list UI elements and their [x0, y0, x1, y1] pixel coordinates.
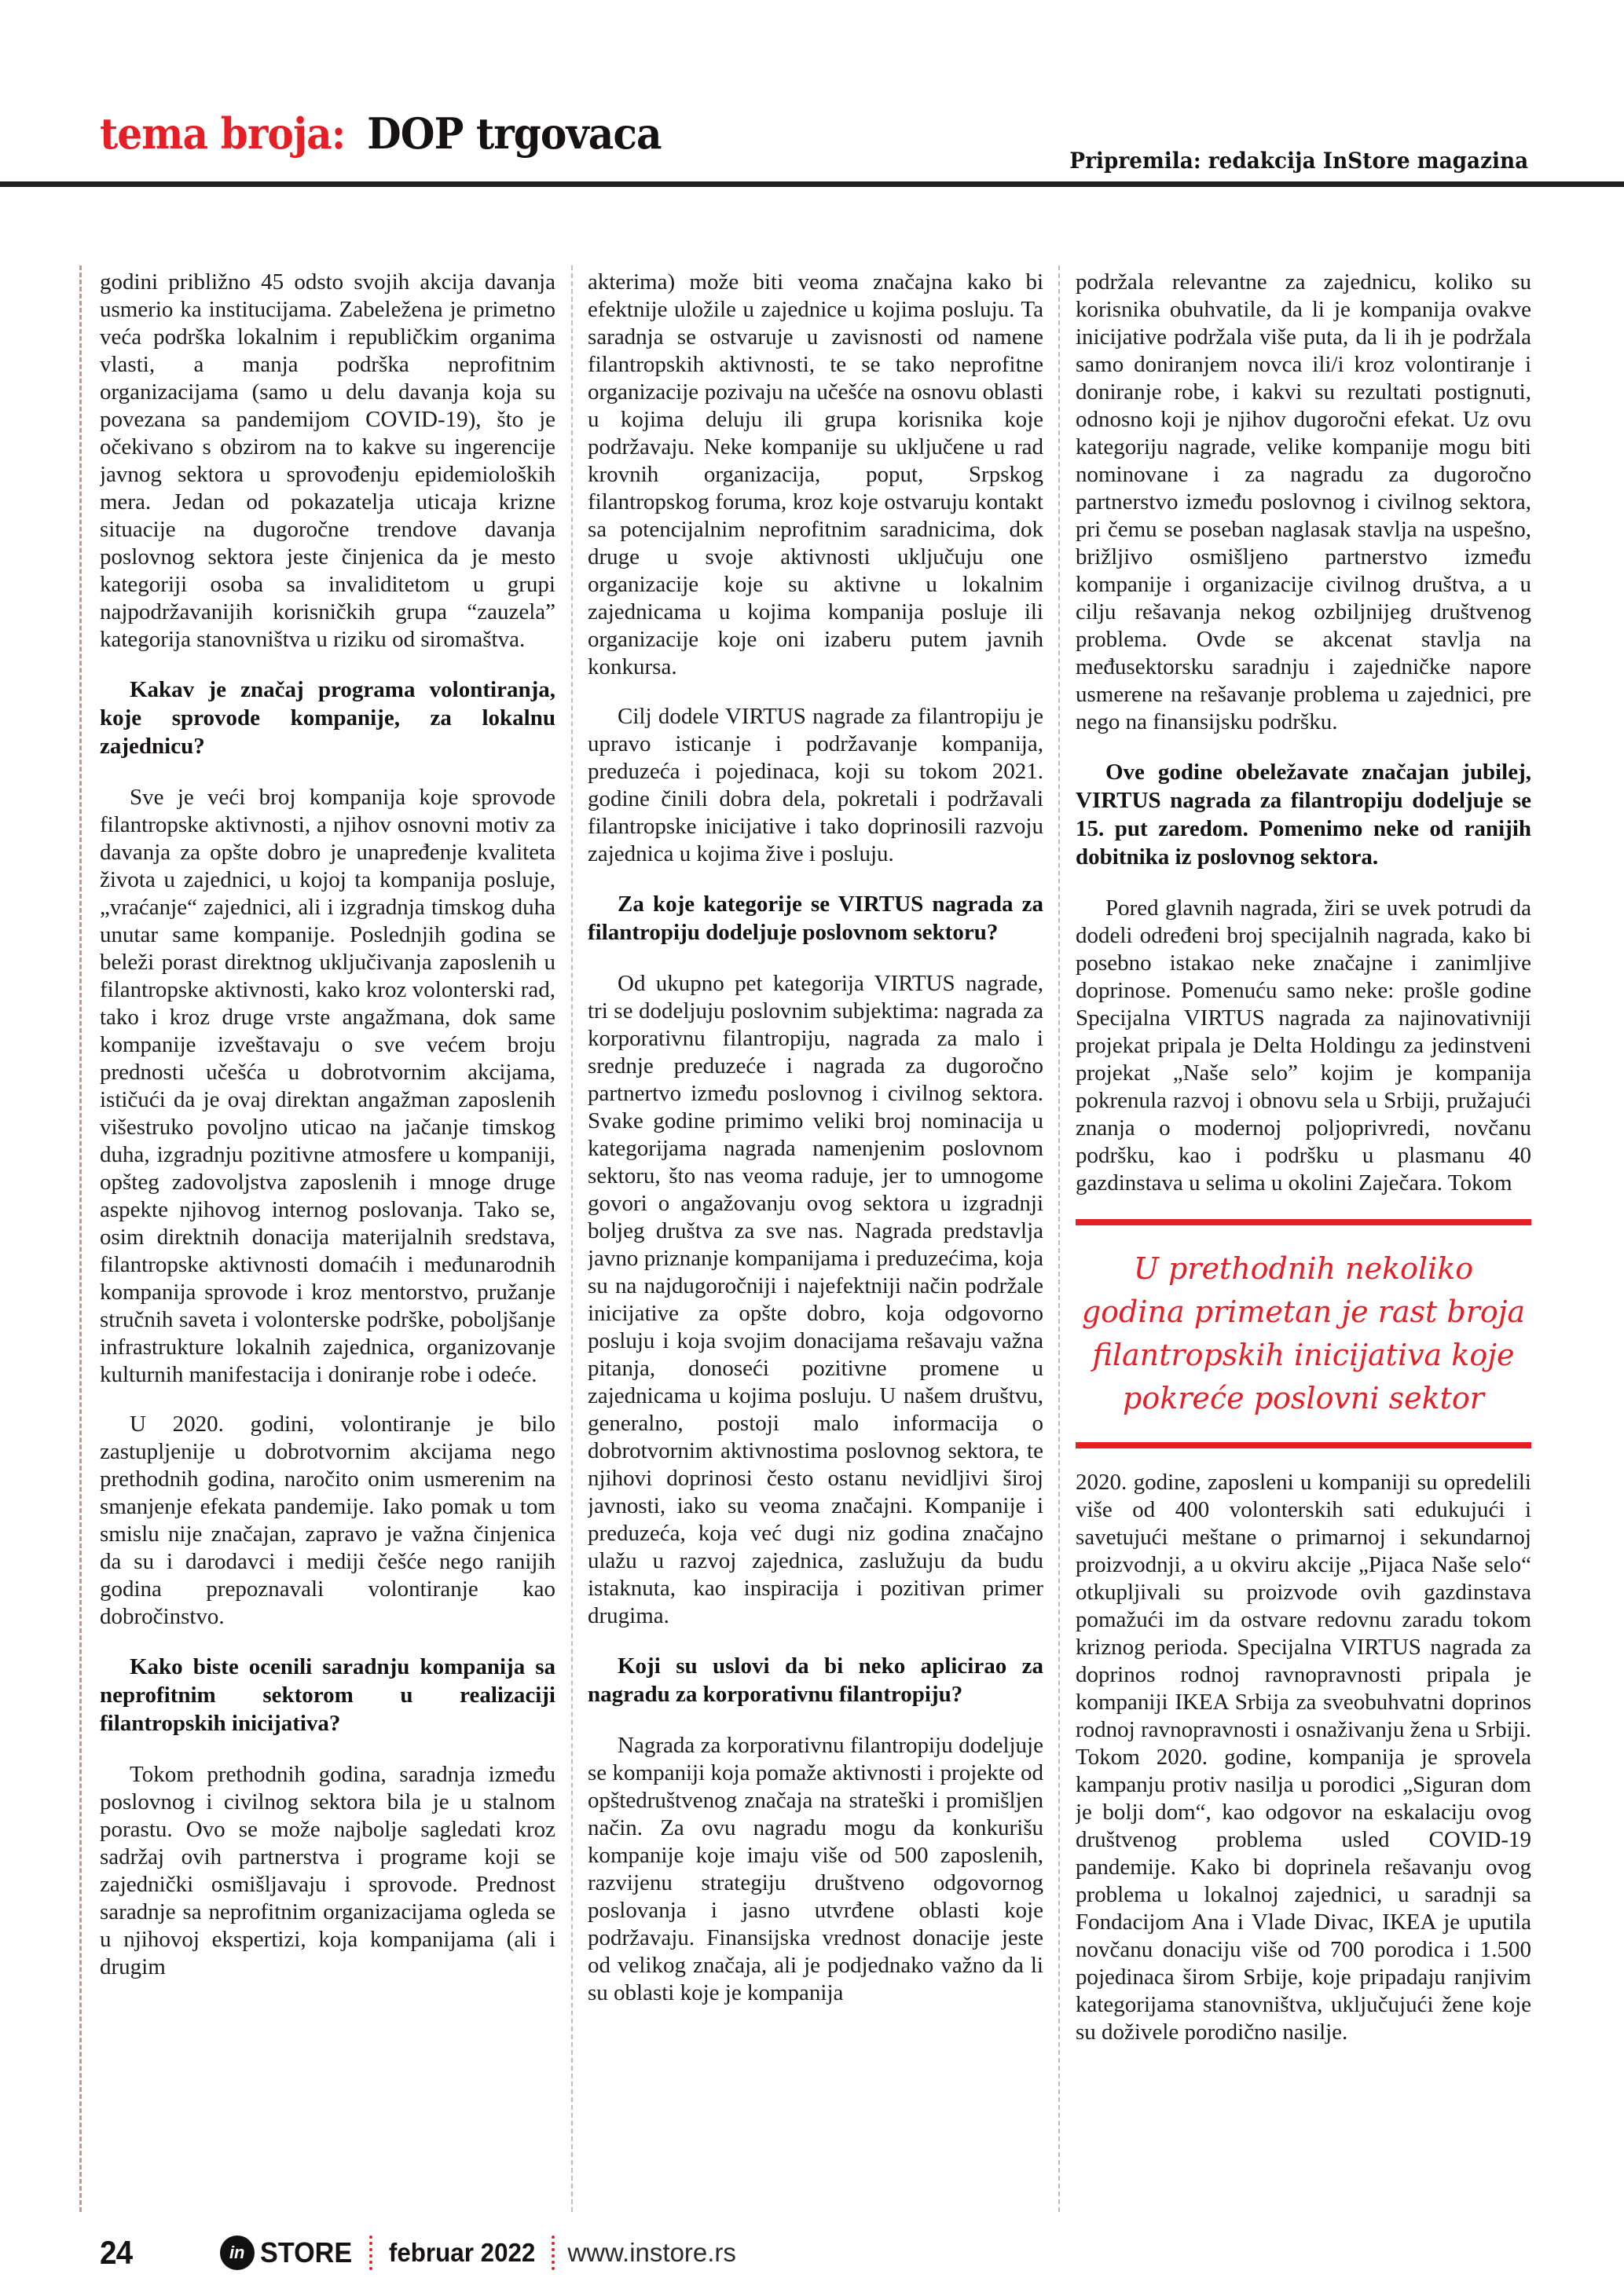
- paragraph: U 2020. godini, volontiranje je bilo zastupljenije u dobrotvornim akcijama nego prethodnih godina, naročito onim usmerenim na smanjenje efekata pandemije. Iako pomak u tom smislu nije značajan, zapravo je važna činjenica da su i darodavci i mediji češće nego ranijih godina prepoznavali volontiranje kao dobročinstvo.: [100, 1412, 555, 1629]
- article-column-2: [588, 269, 1043, 2215]
- paragraph: Nagrada za korporativnu filantropiju dodeljuje se kompaniji koja pomaže aktivnosti i projekte od opštedruštvenog značaja na strateški i promišljen način. Za ovu nagradu mogu da konkurišu kompanije koje imaju više od 500 zaposlenih, razvijenu strategiju društveno odgovornog poslovanja i jasno utvrđene oblasti koje podržavaju. Finansijska vrednost donacije jeste od velikog značaja, ali je podjednako važno da li su oblasti koje je kompanija: [588, 1733, 1043, 2005]
- paragraph: Tokom prethodnih godina, saradnja između poslovnog i civilnog sektora bila je u stalnom porastu. Ovo se može najbolje sagledati kroz sadržaj ovih partnerstva i programe koji se zajednički osmišljavaju i sprovode. Prednost saradnje sa neprofitnim organizacijama ogleda se u njihovoj ekspertizi, koja kompanijama (ali i drugim: [100, 1762, 555, 1979]
- paragraph: akterima) može biti veoma značajna kako bi efektnije uložile u zajednice u kojima posluju. Ta saradnja se ostvaruje u zavisnosti od namene filantropskih aktivnosti, te se tako neprofitne organizacije pozivaju na učešće na osnovu oblasti u kojima deluju ili grupa korisnika koje podržavaju. Neke kompanije su uključene u rad krovnih organizacija, poput, Srpskog filantropskog foruma, kroz koje ostvaruju kontakt sa potencijalnim neprofitnim saradnicima, dok druge u svoje aktivnosti uključuju one organizacije koje su aktivne u lokalnim zajednicama u kojima kompanija posluje ili organizacije koje oni izaberu putem javnih konkursa.: [588, 269, 1043, 679]
- header-rule: [0, 181, 1624, 187]
- instore-logo: [220, 2236, 357, 2270]
- section-heading: Koji su uslovi da bi neko aplicirao za nagradu za korporativnu filantropiju?: [588, 1653, 1043, 1707]
- paragraph: Sve je veći broj kompanija koje sprovode filantropske aktivnosti, a njihov osnovni motiv za davanja za opšte dobro je unapređenje kvaliteta života u zajednici, u kojoj ta kompanija posluje, „vraćanje“ zajednici, ali i izgradnja timskog duha unutar same kompanije. Poslednjih godina se beleži porast direktnog uključivanja zaposlenih u filantropske aktivnosti, kako kroz volonterski rad, tako i kroz druge vrste angažmana, dok same kompanije izveštavaju o sve većem broju prednosti učešća u dobrotvornim akcijama, ističući da je ovaj direktan angažman zaposlenih višestruko povoljno uticao na jačanje timskog duha, izgradnju pozitivne atmosfere u kompaniji, opšteg zadovoljstva zaposlenih i mnoge druge aspekte njihovog internog poslovanja. Tako se, osim direktnih donacija materijalnih sredstava, filantropske aktivnosti domaćih i međunarodnih kompanija sprovode i kroz mentorstvo, pružanje stručnih saveta i volonterske podrške, poboljšanje infrastrukture lokalnih zajednica, organizovanje kulturnih manifestacija i doniranje robe i odeće.: [100, 785, 555, 1387]
- kicker-topic: tema broja:: [100, 108, 346, 159]
- section-heading: Za koje kategorije se VIRTUS nagrada za filantropiju dodeljuje poslovnom sektoru?: [588, 892, 1043, 945]
- section-heading: Kakav je značaj programa volontiranja, koje sprovode kompanije, za lokalnu zajednicu?: [100, 677, 555, 759]
- instore-logo-icon: in: [220, 2236, 255, 2270]
- issue-date: februar 2022: [389, 2238, 536, 2267]
- footer-divider-icon: [369, 2236, 372, 2270]
- article-column-3: [1076, 269, 1531, 2215]
- paragraph: podržala relevantne za zajednicu, koliko su korisnika obuhvatile, da li je kompanija ovakve inicijative podržala više puta, da li ih je podržala samo doniranjem novca ili/i kroz volontiranje i doniranje robe, i kakvi su rezultati postignuti, odnosno koji je njihov dugoročni efekat. Uz ovu kategoriju nagrade, velike kompanije mogu biti nominovane i za nagradu za dugoročno partnerstvo između poslovnog i civilnog sektora, pri čemu se poseban naglasak stavlja na uspešno, brižljivo osmišljeno partnerstvo između kompanije i organizacije civilnog društva, a u cilju rešavanja nekog ozbiljnijeg društvenog problema. Ovde se akcenat stavlja na međusektorsku saradnju i zajedničke napore usmerene na rešavanje problema u zajednici, pre nego na finansijsku podršku.: [1076, 269, 1531, 734]
- section-heading: Ove godine obeležavate značajan jubilej, VIRTUS nagrada za filantropiju dodeljuje se 15. put zaredom. Pomenimo neke od ranijih dobitnika iz poslovnog sektora.: [1076, 760, 1531, 870]
- byline: Pripremila: redakcija InStore magazina: [1069, 148, 1528, 174]
- paragraph: godini približno 45 odsto svojih akcija davanja usmerio ka institucijama. Zabeležena je primetno veća podrška lokalnim i republičkim organima vlasti, a manja podrška neprofitnim organizacijama (samo u delu davanja koja su povezana sa pandemijom COVID-19), što je očekivano s obzirom na to kakve su ingerencije javnog sektora u sprovođenju epidemioloških mera. Jedan od pokazatelja uticaja krizne situacije na dugoročne trendove davanja poslovnog sektora jeste činjenica da je mesto kategoriji osoba sa invaliditetom u grupi najpodržavanijih korisničkih grupa “zauzela” kategorija stanovništva u riziku od siromaštva.: [100, 269, 555, 652]
- footer-divider-icon: [552, 2236, 555, 2270]
- page-number: 24: [100, 2234, 133, 2271]
- instore-logo-text: STORE: [259, 2236, 352, 2269]
- article-column-1: [100, 269, 555, 2215]
- pull-quote: U prethodnih nekoliko godina primetan je rast broja filantropskih inicijativa koje pokreće poslovni sektor: [1076, 1219, 1531, 1448]
- paragraph: 2020. godine, zaposleni u kompaniji su opredelili više od 400 volonterskih sati edukujući i savetujući meštane o primarnoj i sekundarnoj proizvodnji, a u okviru akcije „Pijaca Naše selo“ otkupljivali su proizvode ovih gazdinstava pomažući im da ostvare redovnu zaradu tokom kriznog perioda. Specijalna VIRTUS nagrada za doprinos rodnoj ravnopravnosti pripala je kompaniji IKEA Srbija za sveobuhvatni doprinos rodnoj ravnopravnosti i osnaživanju žena u Srbiji. Tokom 2020. godine, kompanija je sprovela kampanju protiv nasilja u porodici „Siguran dom je bolji dom“, kao odgovor na eskalaciju ovog društvenog problema usled COVID-19 pandemije. Kako bi doprinela rešavanju ovog problema u lokalnoj zajednici, u saradnji sa Fondacijom Ana i Vlade Divac, IKEA je uputila novčanu donaciju više od 700 porodica i 1.500 pojedinaca širom Srbije, koje pripadaju ranjivim kategorijama stanovništva, uključujući žene koje su doživele porodično nasilje.: [1076, 1470, 1531, 2045]
- paragraph: Pored glavnih nagrada, žiri se uvek potrudi da dodeli određeni broj specijalnih nagrada, kako bi posebno istakao neke značajne i zanimljive doprinose. Pomenuću samo neke: prošle godine Specijalna VIRTUS nagrada za najinovativniji projekat pripala je Delta Holdingu za jedinstveni projekat „Naše selo” kojim je kompanija pokrenula razvoj i obnovu sela u Srbiji, pružajući znanja o modernoj poljoprivredi, novčanu podršku, kao i podršku u plasmanu 40 gazdinstava u selima u okolini Zaječara. Tokom: [1076, 895, 1531, 1196]
- kicker-title: DOP trgovaca: [367, 108, 662, 159]
- paragraph: Od ukupno pet kategorija VIRTUS nagrade, tri se dodeljuju poslovnim subjektima: nagrada za korporativnu filantropiju, nagrada za malo i srednje preduzeće i nagrada za dugoročno partnertvo između poslovnog i civilnog sektora. Svake godine primimo veliki broj nominacija u kategorijama nagrada namenjenim poslovnom sektoru, što nas veoma raduje, jer to umnogome govori o angažovanju ovog sektora u izgradnji boljeg društva za sve nas. Nagrada predstavlja javno priznanje kompanijama i preduzećima, koja su na najdugoročniji i najefektniji način podržale inicijative za opšte dobro, koja odgovorno posluju i koja svojim donacijama rešavaju važna pitanja, donoseći pozitivne promene u zajednicama u kojima posluju. U našem društvu, generalno, postoji malo informacija o dobrotvornim aktivnostima poslovnog sektora, te njihovi doprinosi često ostanu nevidljivi široj javnosti, iako su veoma značajni. Kompanije i preduzeća, koja već dugi niz godina značajno ulažu u razvoj zajednica, zaslužuju da budu istaknuta, kao inspiracija i pozitivan primer drugima.: [588, 971, 1043, 1628]
- article-body: [100, 269, 1531, 2215]
- website-url: www.instore.rs: [567, 2238, 736, 2267]
- left-margin-separator: [79, 265, 82, 2212]
- page-title: [100, 110, 662, 157]
- paragraph: Cilj dodele VIRTUS nagrade za filantropiju je upravo isticanje i podržavanje kompanija, preduzeća i pojedinaca, koji su tokom 2021. godine činili dobra dela, pokretali i podržavali filantropske inicijative i tako doprinosili razvoju zajednica u kojima žive i posluju.: [588, 704, 1043, 866]
- page-footer: [100, 2228, 736, 2278]
- section-heading: Kako biste ocenili saradnju kompanija sa neprofitnim sektorom u realizaciji filantropskih inicijativa?: [100, 1654, 555, 1736]
